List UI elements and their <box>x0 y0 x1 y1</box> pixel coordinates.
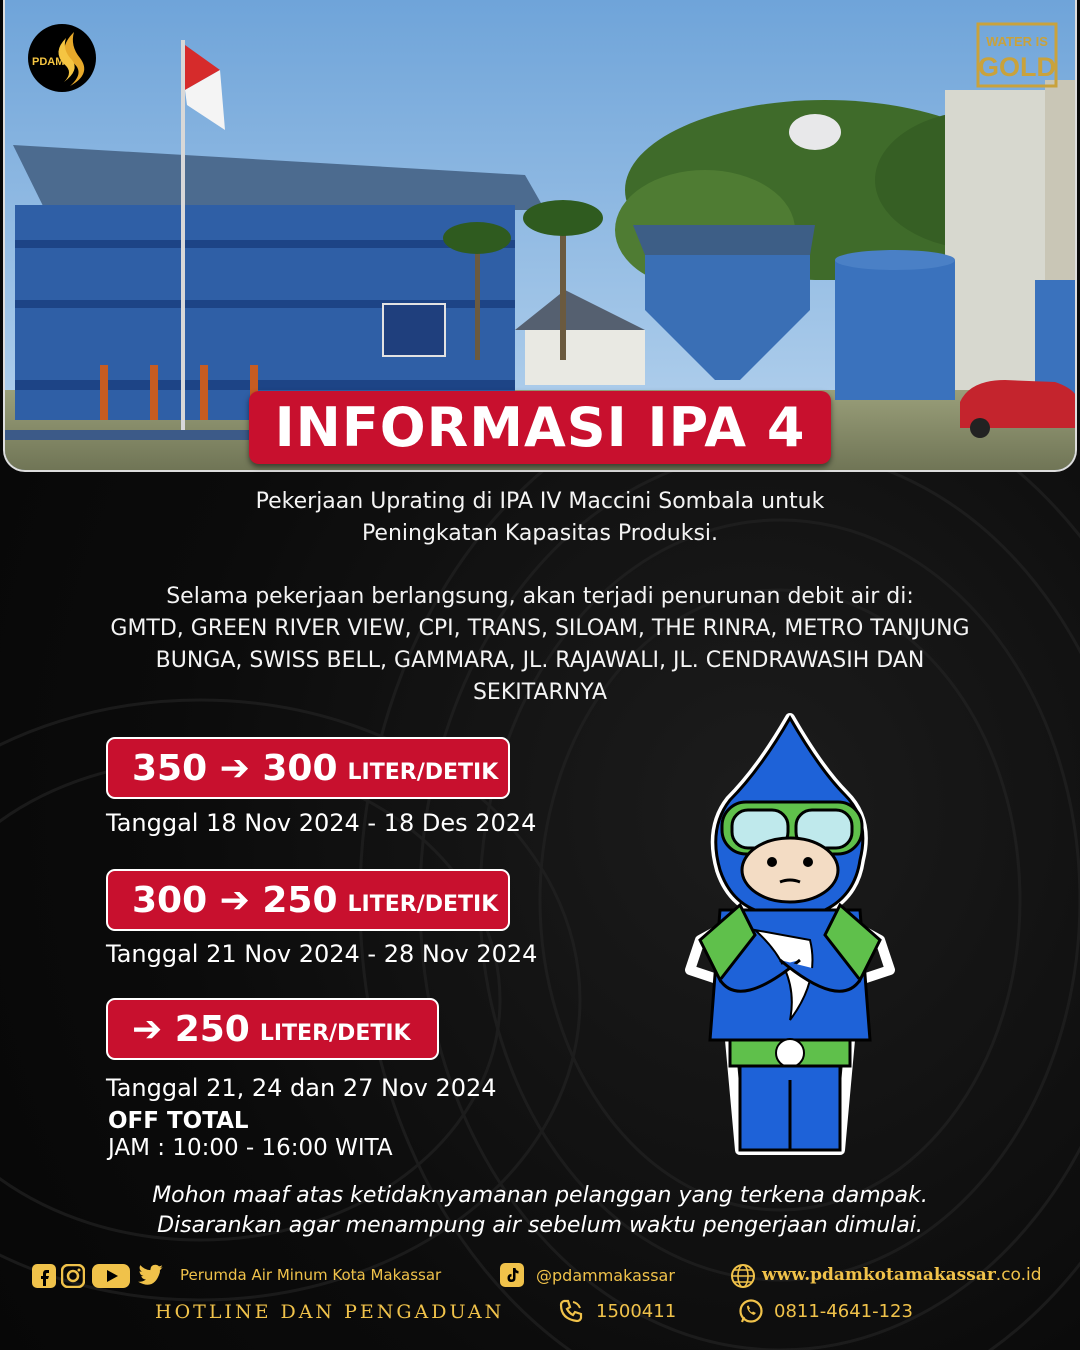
affected-line1: Selama pekerjaan berlangsung, akan terjadi penurunan debit air di: <box>166 584 914 609</box>
intro-line1: Pekerjaan Uprating di IPA IV Maccini Sombala untuk <box>255 489 825 514</box>
mascot-illustration <box>660 710 920 1170</box>
title-banner <box>249 391 831 464</box>
phone-icon <box>558 1298 584 1324</box>
whatsapp-icon <box>738 1298 764 1324</box>
badge-line1: WATER IS <box>986 34 1048 49</box>
schedule-date-1: Tanggal 18 Nov 2024 - 18 Des 2024 <box>106 809 537 837</box>
affected-line2: GMTD, GREEN RIVER VIEW, CPI, TRANS, SILOAM, THE RINRA, METRO TANJUNG <box>110 616 970 641</box>
notice-line2: Disarankan agar menampung air sebelum waktu pengerjaan dimulai. <box>157 1213 923 1238</box>
intro-text <box>40 486 1040 550</box>
affected-line3: BUNGA, SWISS BELL, GAMMARA, JL. RAJAWALI, JL. CENDRAWASIH DAN <box>155 648 925 673</box>
flow-badge-3 <box>106 998 439 1060</box>
twitter-icon[interactable] <box>138 1264 164 1286</box>
notice-line1: Mohon maaf atas ketidaknyamanan pelanggan yang terkena dampak. <box>152 1183 928 1208</box>
flow-unit-3: LITER/DETIK <box>259 1020 411 1046</box>
water-is-gold-badge <box>976 22 1058 88</box>
schedule-date-2: Tanggal 21 Nov 2024 - 28 Nov 2024 <box>106 940 538 968</box>
tiktok-handle[interactable]: @pdammakassar <box>536 1266 675 1285</box>
intro-line2: Peningkatan Kapasitas Produksi. <box>361 521 719 546</box>
website-suffix: .co.id <box>995 1265 1042 1285</box>
flow-unit-2: LITER/DETIK <box>347 891 499 917</box>
affected-line4: SEKITARNYA <box>472 680 608 705</box>
affected-areas <box>40 581 1040 709</box>
page-title: INFORMASI IPA 4 <box>274 396 806 459</box>
whatsapp-number[interactable]: 0811-4641-123 <box>774 1301 913 1322</box>
flow-value-1: 350 ➔ 300 <box>132 747 338 789</box>
youtube-icon[interactable] <box>92 1264 130 1288</box>
flow-value-2: 300 ➔ 250 <box>132 879 338 921</box>
globe-icon <box>730 1263 756 1289</box>
pdam-logo <box>22 22 102 94</box>
badge-line2: GOLD <box>978 52 1056 82</box>
instagram-icon[interactable] <box>61 1264 85 1288</box>
facebook-icon[interactable] <box>32 1264 56 1288</box>
website-main: www.pdamkotamakassar <box>762 1265 996 1285</box>
hotline-label: HOTLINE DAN PENGADUAN <box>155 1301 505 1323</box>
tiktok-icon[interactable] <box>500 1263 524 1287</box>
hotline-phone[interactable]: 1500411 <box>596 1301 677 1322</box>
website-link[interactable] <box>762 1265 1042 1285</box>
off-total-hours: JAM : 10:00 - 16:00 WITA <box>108 1135 393 1161</box>
schedule-date-3: Tanggal 21, 24 dan 27 Nov 2024 <box>106 1074 497 1102</box>
flow-badge-1 <box>106 737 510 799</box>
flow-badge-2 <box>106 869 510 931</box>
apology-notice <box>40 1181 1040 1241</box>
company-name: Perumda Air Minum Kota Makassar <box>180 1266 442 1284</box>
off-total-label: OFF TOTAL <box>108 1108 249 1134</box>
pdam-logo-text: PDAM <box>32 56 65 68</box>
flow-value-3: ➔ 250 <box>132 1008 250 1050</box>
flow-unit-1: LITER/DETIK <box>347 759 499 785</box>
